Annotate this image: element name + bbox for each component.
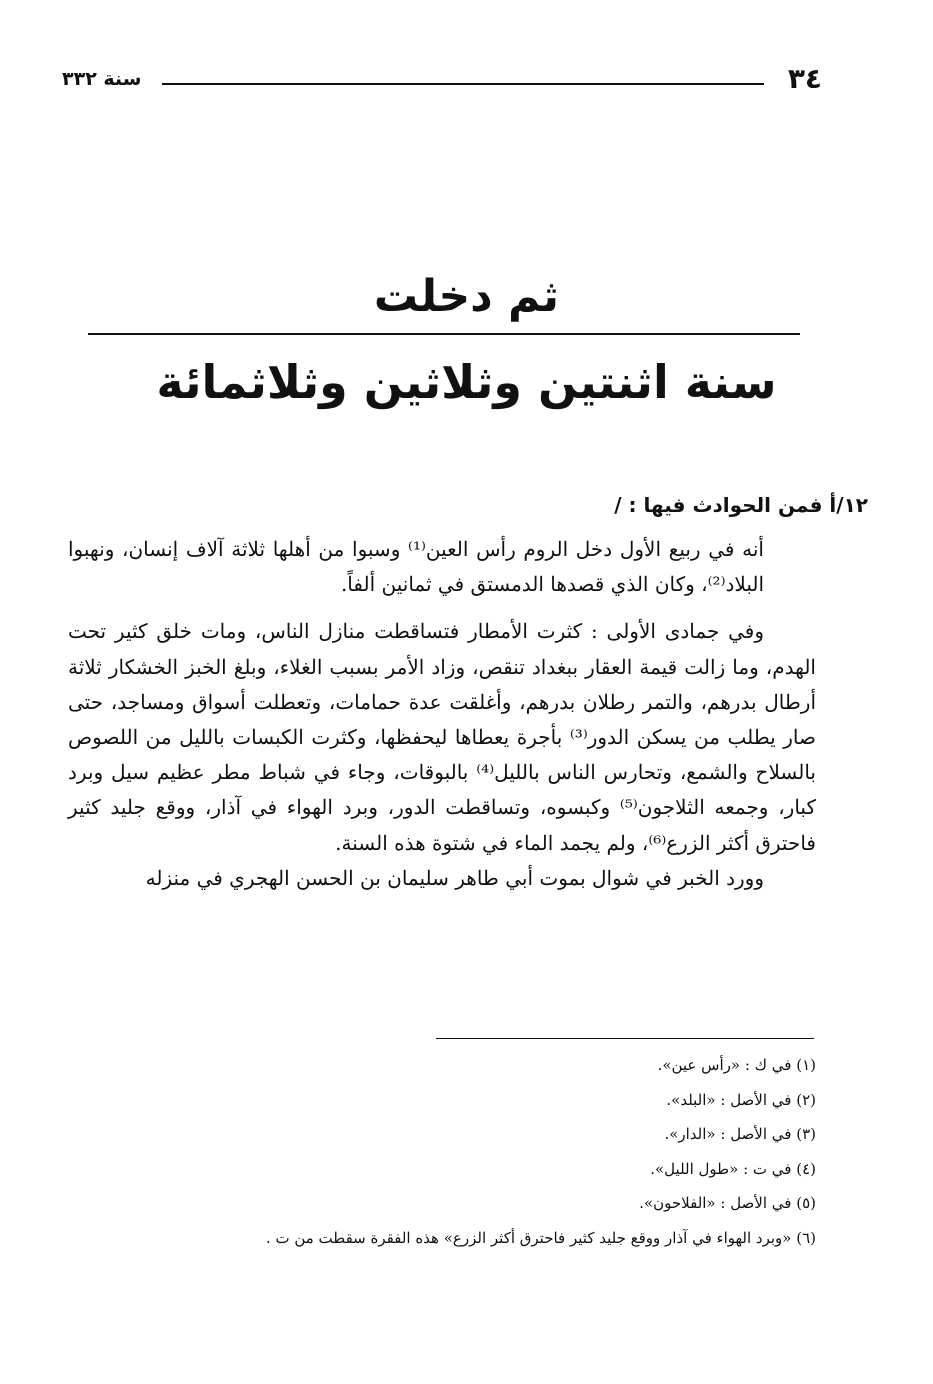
body-text: [68, 478, 868, 896]
chapter-title-line-2: سنة اثنتين وثلاثين وثلاثمائة: [156, 355, 777, 409]
footnote-3: (٣) في الأصل : «الدار».: [664, 1125, 816, 1143]
paragraph-1: أنه في ربيع الأول دخل الروم رأس العين⁽¹⁾ وسبوا من أهلها ثلاثة آلاف إنسان، ونهبوا البلاد⁽²⁾، وكان الذي قصدها الدمستق في ثمانين ألفاً.: [68, 537, 764, 597]
footnote-2: (٢) في الأصل : «البلد».: [666, 1090, 816, 1109]
footnote-5: (٥) في الأصل : «الفلاحون».: [639, 1194, 816, 1212]
footnote-rule: [436, 1038, 814, 1039]
section-heading: ١٢/أ فمن الحوادث فيها : /: [614, 493, 868, 517]
footnote-6: (٦) «وبرد الهواء في آذار ووقع جليد كثير فاحترق أكثر الزرع» هذه الفقرة سقطت من ت .: [265, 1228, 816, 1247]
chapter-title-line-1: ثم دخلت: [373, 271, 560, 322]
running-header: [62, 62, 822, 98]
footnotes: [150, 1048, 816, 1255]
footnote-4: (٤) في ت : «طول الليل».: [650, 1159, 816, 1178]
paragraph-3: وورد الخبر في شوال بموت أبي طاهر سليمان بن الحسن الهجري في منزله: [145, 865, 764, 890]
paragraph-2: وفي جمادى الأولى : كثرت الأمطار فتساقطت منازل الناس، ومات خلق كثير تحت الهدم، وما زالت قيمة العقار ببغداد تنقص، وزاد الأمر بسبب الغلاء، وبلغ الخبز الخشكار ثلاثة أرطال بدرهم، والتمر رطلان بدرهم، وأغلقت عدة حمامات، وتعطلت أسواق ومساجد، حتى صار يطلب من يسكن الدور⁽³⁾ بأجرة يعطاها ليحفظها، وكثرت الكبسات بالليل من اللصوص بالسلاح والشمع، وتحارس الناس بالليل⁽⁴⁾ بالبوقات، وجاء في شباط مطر عظيم سيل وبرد كبار، وجمعه الثلاجون⁽⁵⁾ وكبسوه، وتساقطت الدور، وبرد الهواء في آذار، ووقع جليد كثير فاحترق أكثر الزرع⁽⁶⁾، ولم يجمد الماء في شتوة هذه السنة.: [68, 619, 816, 855]
header-rule: [162, 83, 764, 85]
title-rule: [88, 333, 800, 335]
page-number: ٣٤: [787, 62, 822, 95]
paragraph-gap: [68, 602, 816, 614]
footnote-1: (١) في ك : «رأس عين».: [657, 1056, 816, 1074]
running-title: سنة ٣٣٢: [62, 68, 142, 90]
